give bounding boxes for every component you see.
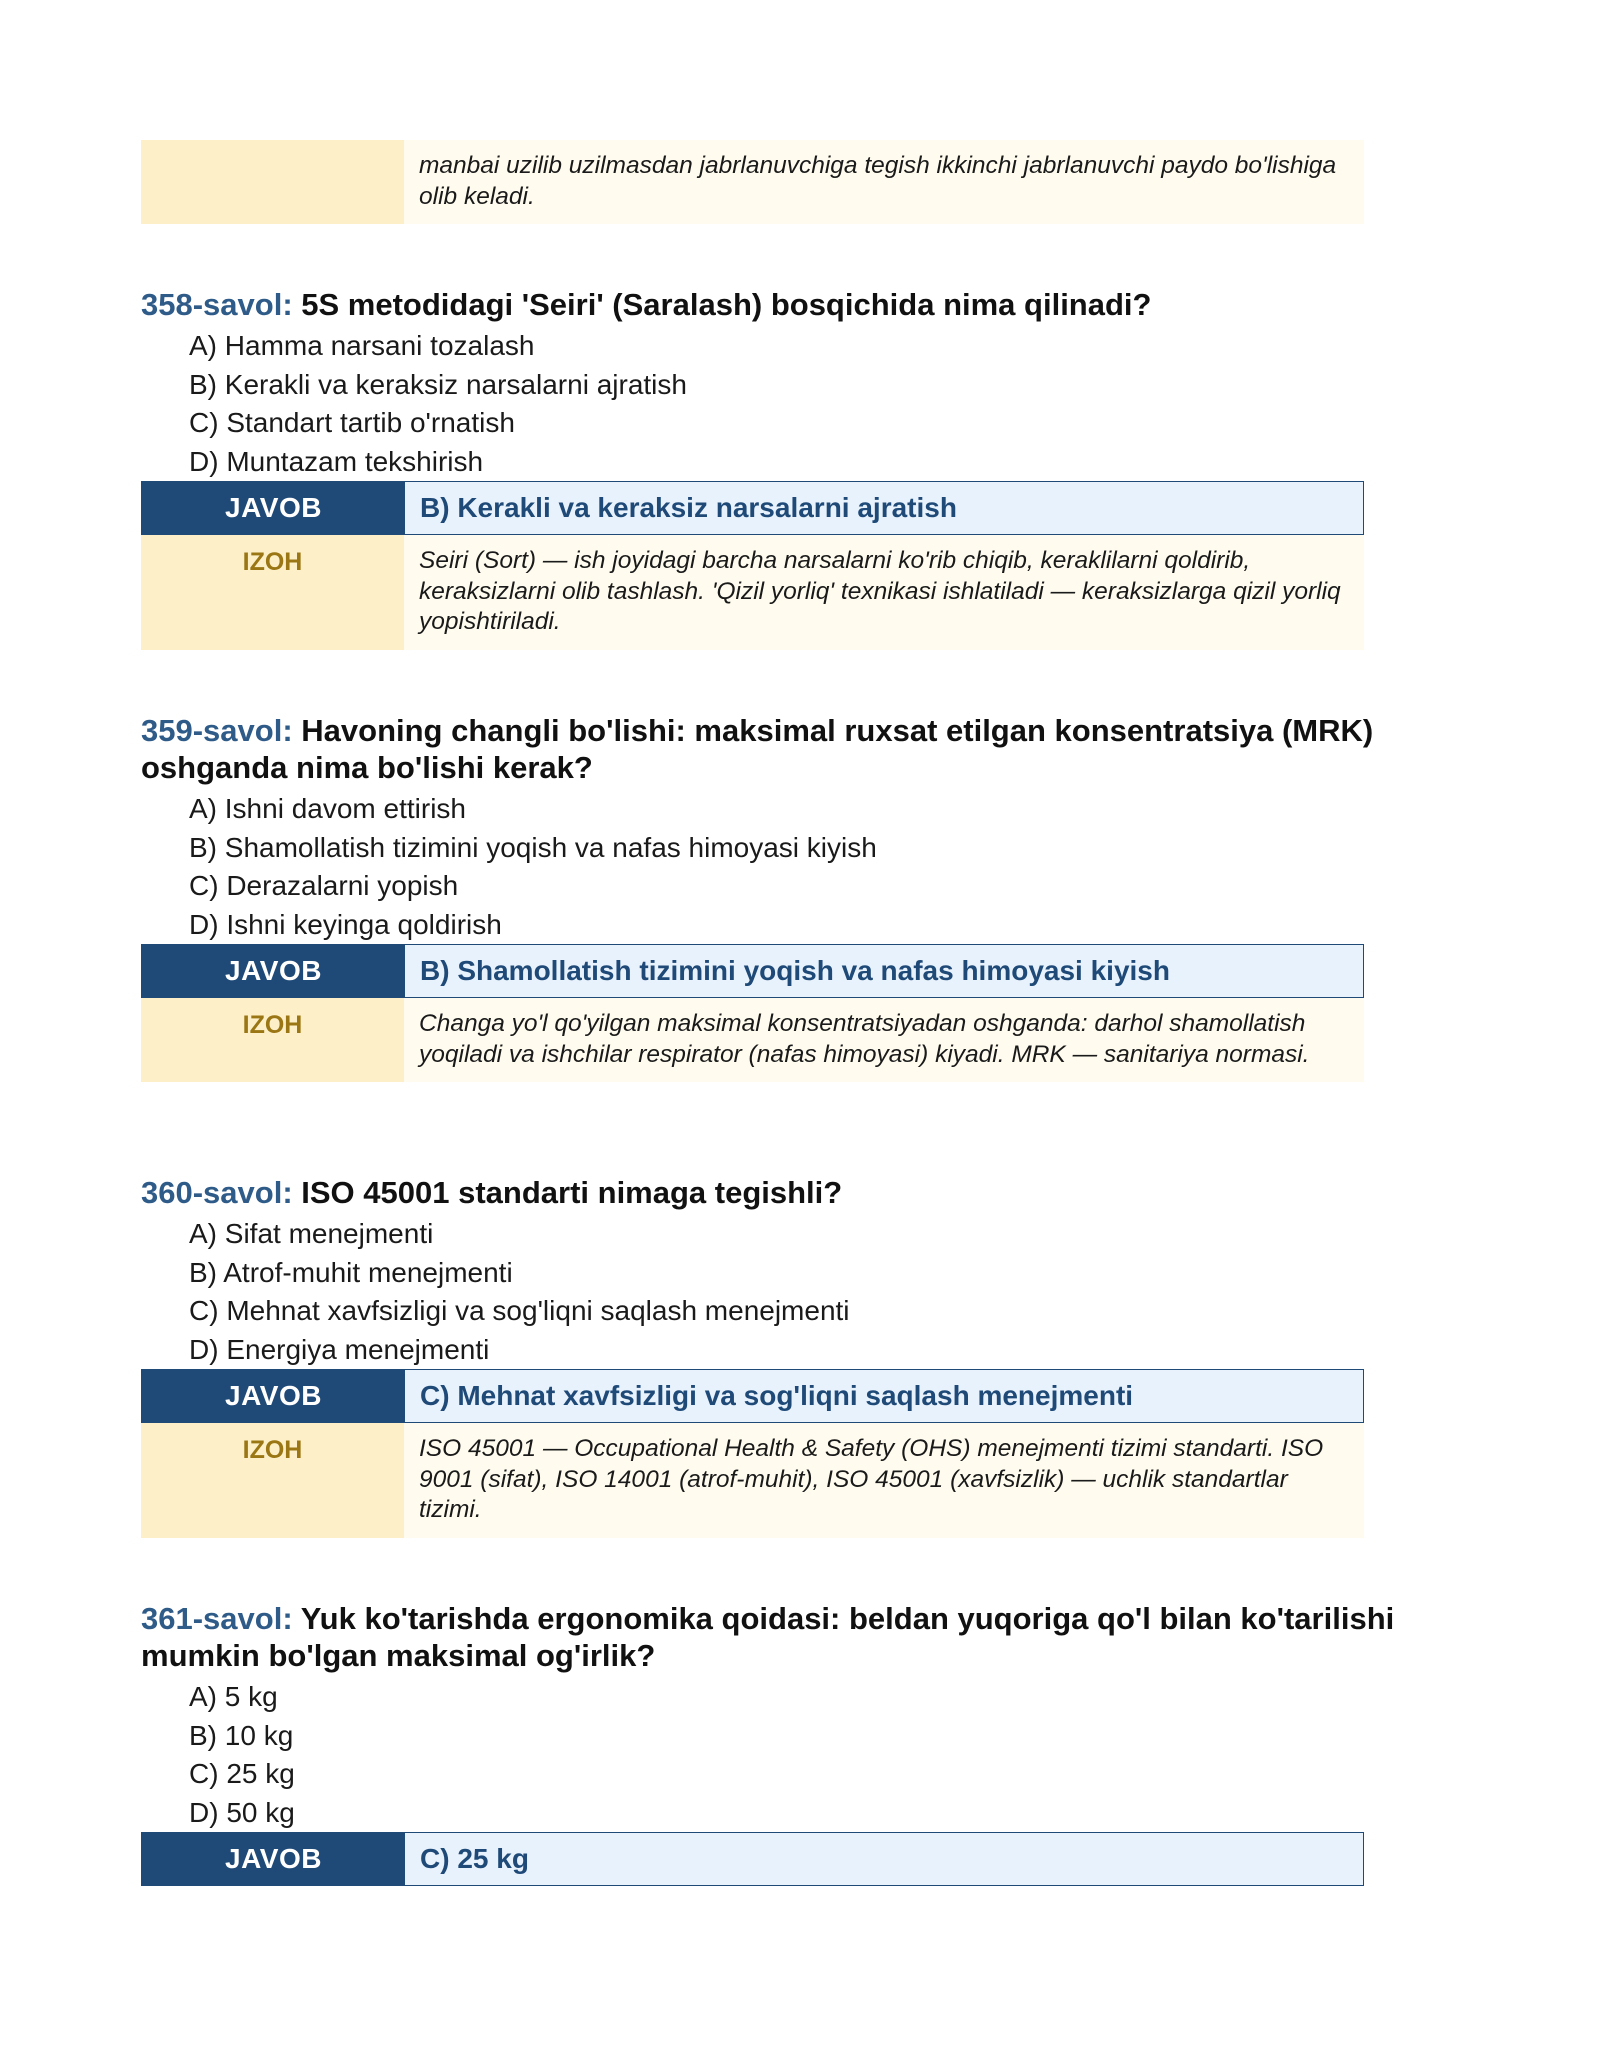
option-d: D) Energiya menejmenti <box>189 1333 490 1365</box>
question-number: 358-savol: <box>141 287 293 322</box>
izoh-label-cell <box>141 140 404 224</box>
question-359 <box>141 712 1431 1082</box>
options-list <box>189 790 1431 944</box>
options-list <box>189 1678 1431 1832</box>
question-text: 5S metodidagi 'Seiri' (Saralash) bosqichida nima qilinadi? <box>301 287 1152 322</box>
question-title <box>141 286 1431 323</box>
option-b: B) Atrof-muhit menejmenti <box>189 1256 513 1288</box>
javob-label: JAVOB <box>142 482 405 534</box>
izoh-text: manbai uzilib uzilmasdan jabrlanuvchiga tegish ikkinchi jabrlanuvchi paydo bo'lishiga olib keladi. <box>404 140 1364 224</box>
question-358 <box>141 286 1431 650</box>
option-c: C) Derazalarni yopish <box>189 870 459 901</box>
izoh-text: ISO 45001 — Occupational Health & Safety (OHS) menejmenti tizimi standarti. ISO 9001 (sifat), ISO 14001 (atrof-muhit), ISO 45001 (xavfsizlik) — uchlik standartlar tizimi. <box>404 1423 1364 1538</box>
izoh-continuation <box>141 140 1364 224</box>
javob-label: JAVOB <box>142 1833 405 1885</box>
question-text: Havoning changli bo'lishi: maksimal ruxsat etilgan konsentratsiya (MRK) oshganda nima bo'lishi kerak? <box>141 713 1374 785</box>
option-b: B) Shamollatish tizimini yoqish va nafas himoyasi kiyish <box>189 831 877 863</box>
javob-row <box>141 944 1364 998</box>
option-a: A) Sifat menejmenti <box>189 1218 434 1249</box>
question-title <box>141 1174 1431 1211</box>
question-360 <box>141 1174 1431 1538</box>
question-text: ISO 45001 standarti nimaga tegishli? <box>301 1175 843 1210</box>
izoh-label: IZOH <box>141 998 404 1082</box>
question-title <box>141 712 1431 786</box>
question-361 <box>141 1600 1431 1886</box>
option-b: B) 10 kg <box>189 1719 294 1751</box>
izoh-text: Seiri (Sort) — ish joyidagi barcha narsalarni ko'rib chiqib, keraklilarni qoldirib, keraksizlarni olib tashlash. 'Qizil yorliq' texnikasi ishlatiladi — keraksizlarga qizil yorliq yopishtiriladi. <box>404 535 1364 650</box>
option-a: A) Hamma narsani tozalash <box>189 330 535 361</box>
option-d: D) Ishni keyinga qoldirish <box>189 908 502 940</box>
javob-row <box>141 1832 1364 1886</box>
javob-label: JAVOB <box>142 1370 405 1422</box>
javob-label: JAVOB <box>142 945 405 997</box>
options-list <box>189 1215 1431 1369</box>
javob-row <box>141 481 1364 535</box>
izoh-label: IZOH <box>141 1423 404 1538</box>
javob-answer: B) Shamollatish tizimini yoqish va nafas himoyasi kiyish <box>405 945 1363 997</box>
option-c: C) Standart tartib o'rnatish <box>189 407 515 438</box>
izoh-row <box>141 998 1364 1082</box>
option-d: D) 50 kg <box>189 1796 295 1828</box>
question-number: 360-savol: <box>141 1175 293 1210</box>
option-a: A) Ishni davom ettirish <box>189 793 466 824</box>
izoh-label: IZOH <box>141 535 404 650</box>
javob-answer: C) 25 kg <box>405 1833 1363 1885</box>
option-c: C) Mehnat xavfsizligi va sog'liqni saqlash menejmenti <box>189 1295 850 1326</box>
question-title <box>141 1600 1431 1674</box>
javob-answer: C) Mehnat xavfsizligi va sog'liqni saqlash menejmenti <box>405 1370 1363 1422</box>
izoh-row <box>141 535 1364 650</box>
izoh-row <box>141 1423 1364 1538</box>
options-list <box>189 327 1431 481</box>
izoh-text: Changa yo'l qo'yilgan maksimal konsentratsiyadan oshganda: darhol shamollatish yoqiladi va ishchilar respirator (nafas himoyasi) kiyadi. MRK — sanitariya normasi. <box>404 998 1364 1082</box>
option-d: D) Muntazam tekshirish <box>189 445 484 477</box>
javob-answer: B) Kerakli va keraksiz narsalarni ajratish <box>405 482 1363 534</box>
javob-row <box>141 1369 1364 1423</box>
question-number: 361-savol: <box>141 1601 293 1636</box>
question-text: Yuk ko'tarishda ergonomika qoidasi: beldan yuqoriga qo'l bilan ko'tarilishi mumkin bo'lgan maksimal og'irlik? <box>141 1601 1395 1673</box>
option-b: B) Kerakli va keraksiz narsalarni ajratish <box>189 368 687 400</box>
option-a: A) 5 kg <box>189 1681 278 1712</box>
question-number: 359-savol: <box>141 713 293 748</box>
option-c: C) 25 kg <box>189 1758 295 1789</box>
